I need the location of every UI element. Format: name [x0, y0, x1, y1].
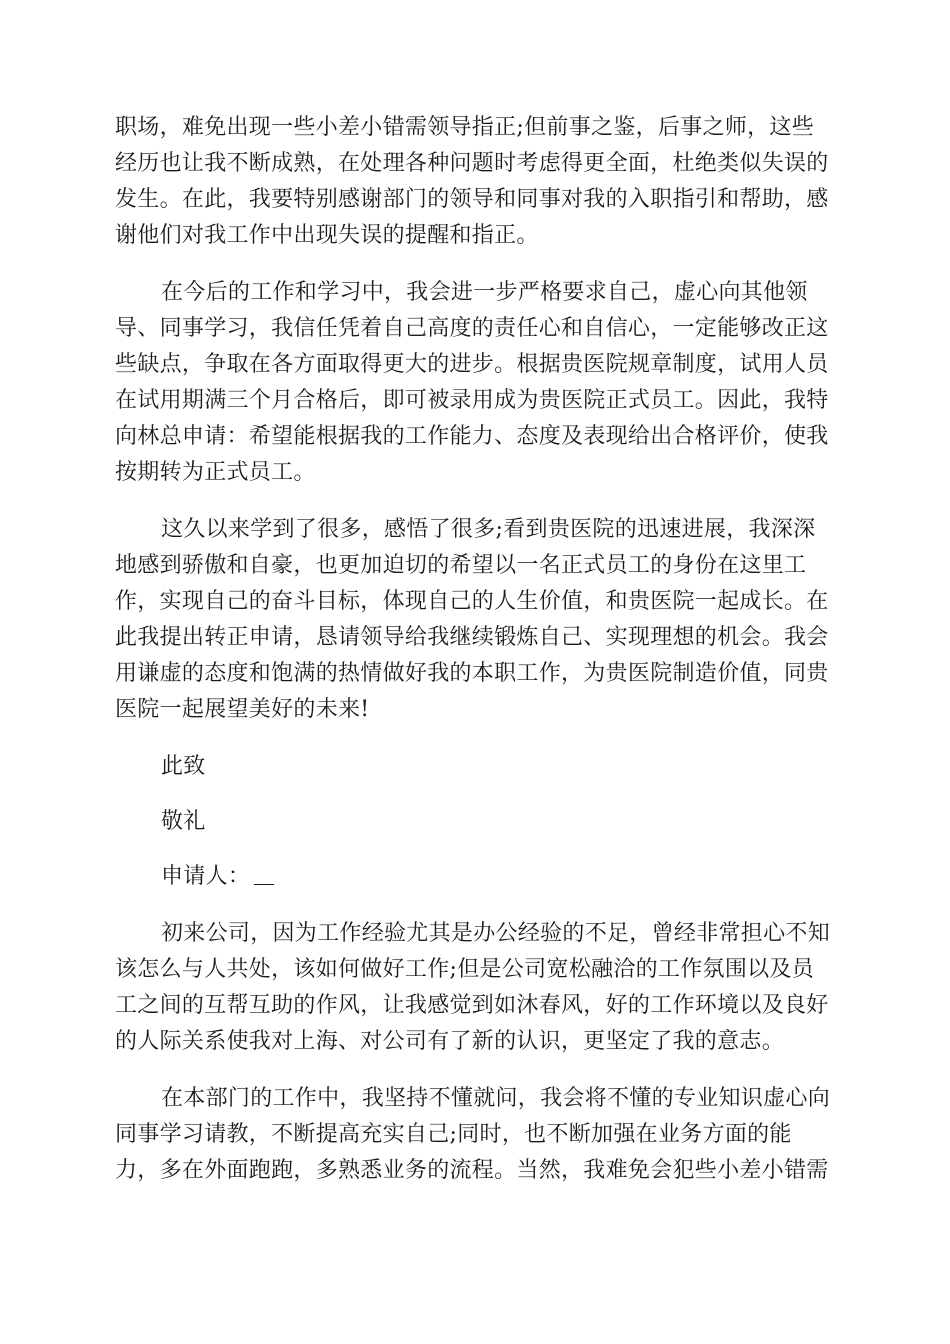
signature-line: [115, 859, 835, 895]
text-line: 初来公司，因为工作经验尤其是办公经验的不足，曾经非常担心不知: [161, 921, 831, 946]
text-line: 此我提出转正申请，恳请领导给我继续锻炼自己、实现理想的机会。我会: [115, 625, 829, 650]
text-line: 在今后的工作和学习中，我会进一步严格要求自己，虚心向其他领: [161, 280, 808, 305]
paragraph-1: [115, 110, 835, 254]
closing-regards: [115, 804, 835, 840]
applicant-label: 申请人：: [161, 864, 251, 889]
text-line: 用谦虚的态度和饱满的热情做好我的本职工作，为贵医院制造价值，同贵: [115, 661, 829, 686]
text-line: 地感到骄傲和自豪，也更加迫切的希望以一名正式员工的身份在这里工: [115, 553, 807, 578]
closing-salutation: [115, 749, 835, 785]
text-line: 在本部门的工作中，我坚持不懂就问，我会将不懂的专业知识虚心向: [161, 1086, 831, 1111]
text-line: 工之间的互帮互助的作风，让我感觉到如沐春风，好的工作环境以及良好: [115, 993, 829, 1018]
paragraph-2: [115, 275, 835, 491]
text-line: 谢他们对我工作中出现失误的提醒和指正。: [115, 223, 539, 248]
signature-blank: [254, 862, 274, 885]
text-line: 发生。在此，我要特别感谢部门的领导和同事对我的入职指引和帮助，感: [115, 187, 829, 212]
text-line: 敬礼: [161, 809, 206, 834]
paragraph-5: [115, 1081, 835, 1189]
text-line: 这久以来学到了很多，感悟了很多;看到贵医院的迅速进展，我深深: [161, 517, 816, 542]
text-line: 些缺点，争取在各方面取得更大的进步。根据贵医院规章制度，试用人员: [115, 352, 829, 377]
paragraph-4: [115, 916, 835, 1060]
text-line: 职场，难免出现一些小差小错需领导指正;但前事之鉴，后事之师，这些: [115, 115, 815, 140]
applicant-signature: [115, 859, 835, 895]
text-line: 经历也让我不断成熟，在处理各种问题时考虑得更全面，杜绝类似失误的: [115, 151, 829, 176]
text-line: 向林总申请：希望能根据我的工作能力、态度及表现给出合格评价，使我: [115, 424, 829, 449]
text-line: 此致: [161, 754, 206, 779]
text-line: 该怎么与人共处，该如何做好工作;但是公司宽松融洽的工作氛围以及员: [115, 957, 815, 982]
text-line: 在试用期满三个月合格后，即可被录用成为贵医院正式员工。因此，我特: [115, 388, 829, 413]
text-line: 导、同事学习，我信任凭着自己高度的责任心和自信心，一定能够改正这: [115, 316, 829, 341]
text-line: 力，多在外面跑跑，多熟悉业务的流程。当然，我难免会犯些小差小错需: [115, 1158, 829, 1183]
text-line: 同事学习请教，不断提高充实自己;同时，也不断加强在业务方面的能: [115, 1122, 792, 1147]
text-line: 作，实现自己的奋斗目标，体现自己的人生价值，和贵医院一起成长。在: [115, 589, 829, 614]
text-line: 医院一起展望美好的未来!: [115, 697, 370, 722]
text-line: 的人际关系使我对上海、对公司有了新的认识，更坚定了我的意志。: [115, 1029, 785, 1054]
document-page: [115, 110, 835, 1210]
text-line: 按期转为正式员工。: [115, 460, 316, 485]
paragraph-3: [115, 512, 835, 728]
